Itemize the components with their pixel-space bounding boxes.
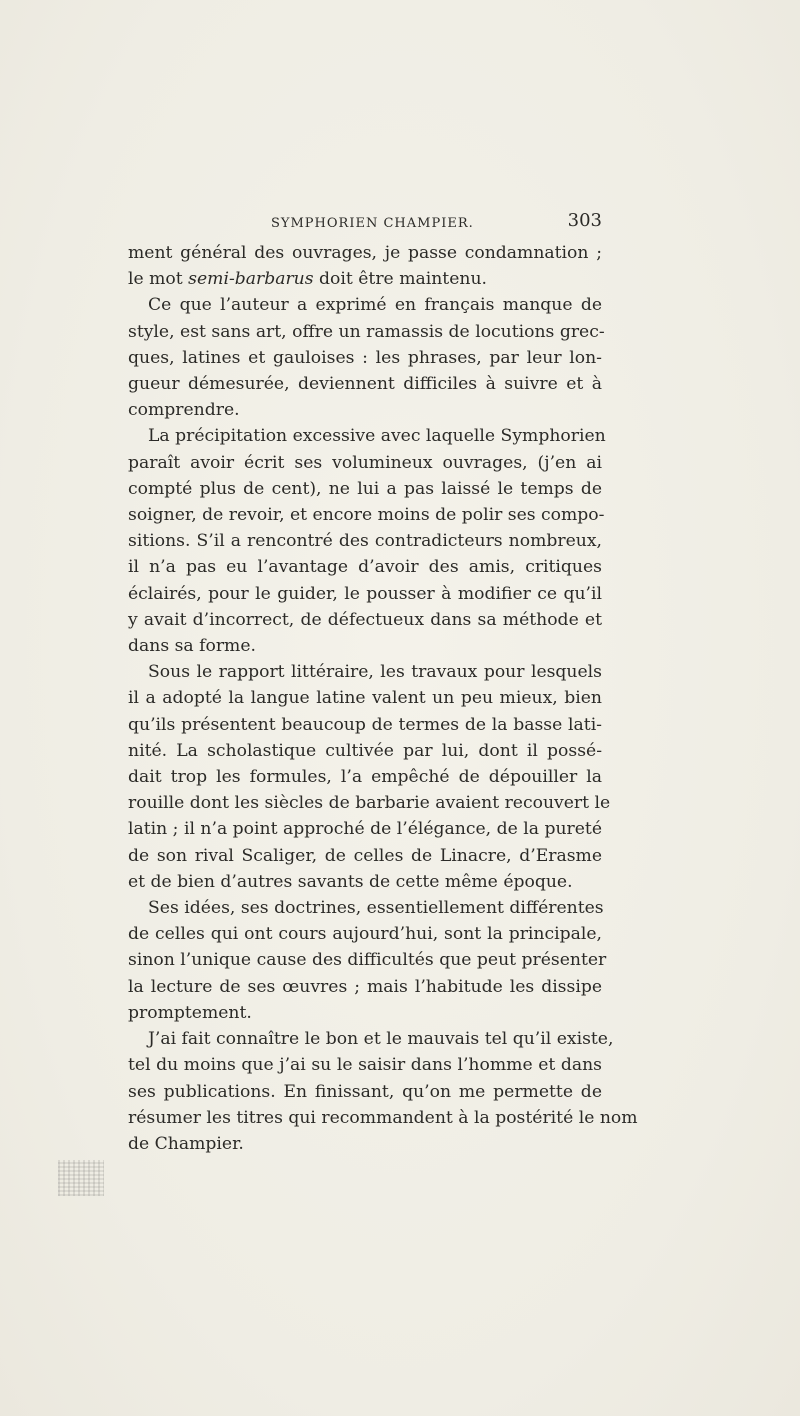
text-line: Ses idées, ses doctrines, essentiellement différentes — [148, 898, 604, 919]
text-line: soigner, de revoir, et encore moins de polir ses compo- — [128, 505, 605, 526]
text-line: comprendre. — [128, 400, 240, 421]
paragraph — [128, 895, 607, 1026]
paragraph — [128, 240, 602, 292]
text-line: de Champier. — [128, 1133, 244, 1154]
paragraph — [128, 659, 611, 895]
text-line: gueur démesurée, deviennent difficiles à suivre et à — [128, 374, 602, 395]
text-line: La précipitation excessive avec laquelle Symphorien — [148, 426, 606, 447]
text-line: le mot semi-barbarus doit être maintenu. — [128, 269, 487, 290]
text-line: et de bien d’autres savants de cette même époque. — [128, 871, 573, 892]
running-title: SYMPHORIEN CHAMPIER. — [271, 216, 474, 231]
page-number: 303 — [567, 210, 602, 231]
text-line: promptement. — [128, 1002, 252, 1023]
text-line: y avait d’incorrect, de défectueux dans sa méthode et — [128, 609, 602, 630]
text-line: dans sa forme. — [128, 636, 256, 657]
page-header — [128, 210, 602, 238]
text-line: sitions. S’il a rencontré des contradicteurs nombreux, — [128, 531, 602, 552]
text-line: de celles qui ont cours aujourd’hui, sont la principale, — [128, 924, 602, 945]
text-line: rouille dont les siècles de barbarie avaient recouvert le — [128, 793, 611, 814]
text-line: dait trop les formules, l’a empêché de dépouiller la — [128, 767, 602, 788]
text-line: résumer les titres qui recommandent à la postérité le nom — [128, 1107, 638, 1128]
text-line: il a adopté la langue latine valent un peu mieux, bien — [128, 688, 602, 709]
text-line: ses publications. En finissant, qu’on me permette de — [128, 1081, 602, 1102]
library-stamp — [58, 1160, 104, 1196]
text-line: style, est sans art, offre un ramassis de locutions grec- — [128, 321, 605, 342]
text-line: paraît avoir écrit ses volumineux ouvrages, (j’en ai — [128, 452, 602, 473]
text-line: de son rival Scaliger, de celles de Linacre, d’Erasme — [128, 845, 602, 866]
text-line: Ce que l’auteur a exprimé en français manque de — [148, 295, 602, 316]
text-line: qu’ils présentent beaucoup de termes de la basse lati- — [128, 714, 602, 735]
text-line: compté plus de cent), ne lui a pas laissé le temps de — [128, 478, 602, 499]
paragraph — [128, 292, 605, 423]
text-line: la lecture de ses œuvres ; mais l’habitude les dissipe — [128, 976, 602, 997]
text-line: il n’a pas eu l’avantage d’avoir des amis, critiques — [128, 557, 602, 578]
text-line: Sous le rapport littéraire, les travaux pour lesquels — [148, 662, 602, 683]
text-line: latin ; il n’a point approché de l’élégance, de la pureté — [128, 819, 602, 840]
text-line: sinon l’unique cause des difficultés que peut présenter — [128, 950, 607, 971]
text-line: éclairés, pour le guider, le pousser à modifier ce qu’il — [128, 583, 602, 604]
text-line: nité. La scholastique cultivée par lui, dont il possé- — [128, 740, 602, 761]
text-line: J’ai fait connaître le bon et le mauvais tel qu’il existe, — [148, 1029, 614, 1050]
paragraph — [128, 423, 606, 659]
text-line: ques, latines et gauloises : les phrases, par leur lon- — [128, 347, 602, 368]
text-line: tel du moins que j’ai su le saisir dans l’homme et dans — [128, 1055, 602, 1076]
text-line: ment général des ouvrages, je passe condamnation ; — [128, 243, 602, 263]
paragraph — [128, 1026, 638, 1157]
body-text — [128, 240, 638, 1157]
